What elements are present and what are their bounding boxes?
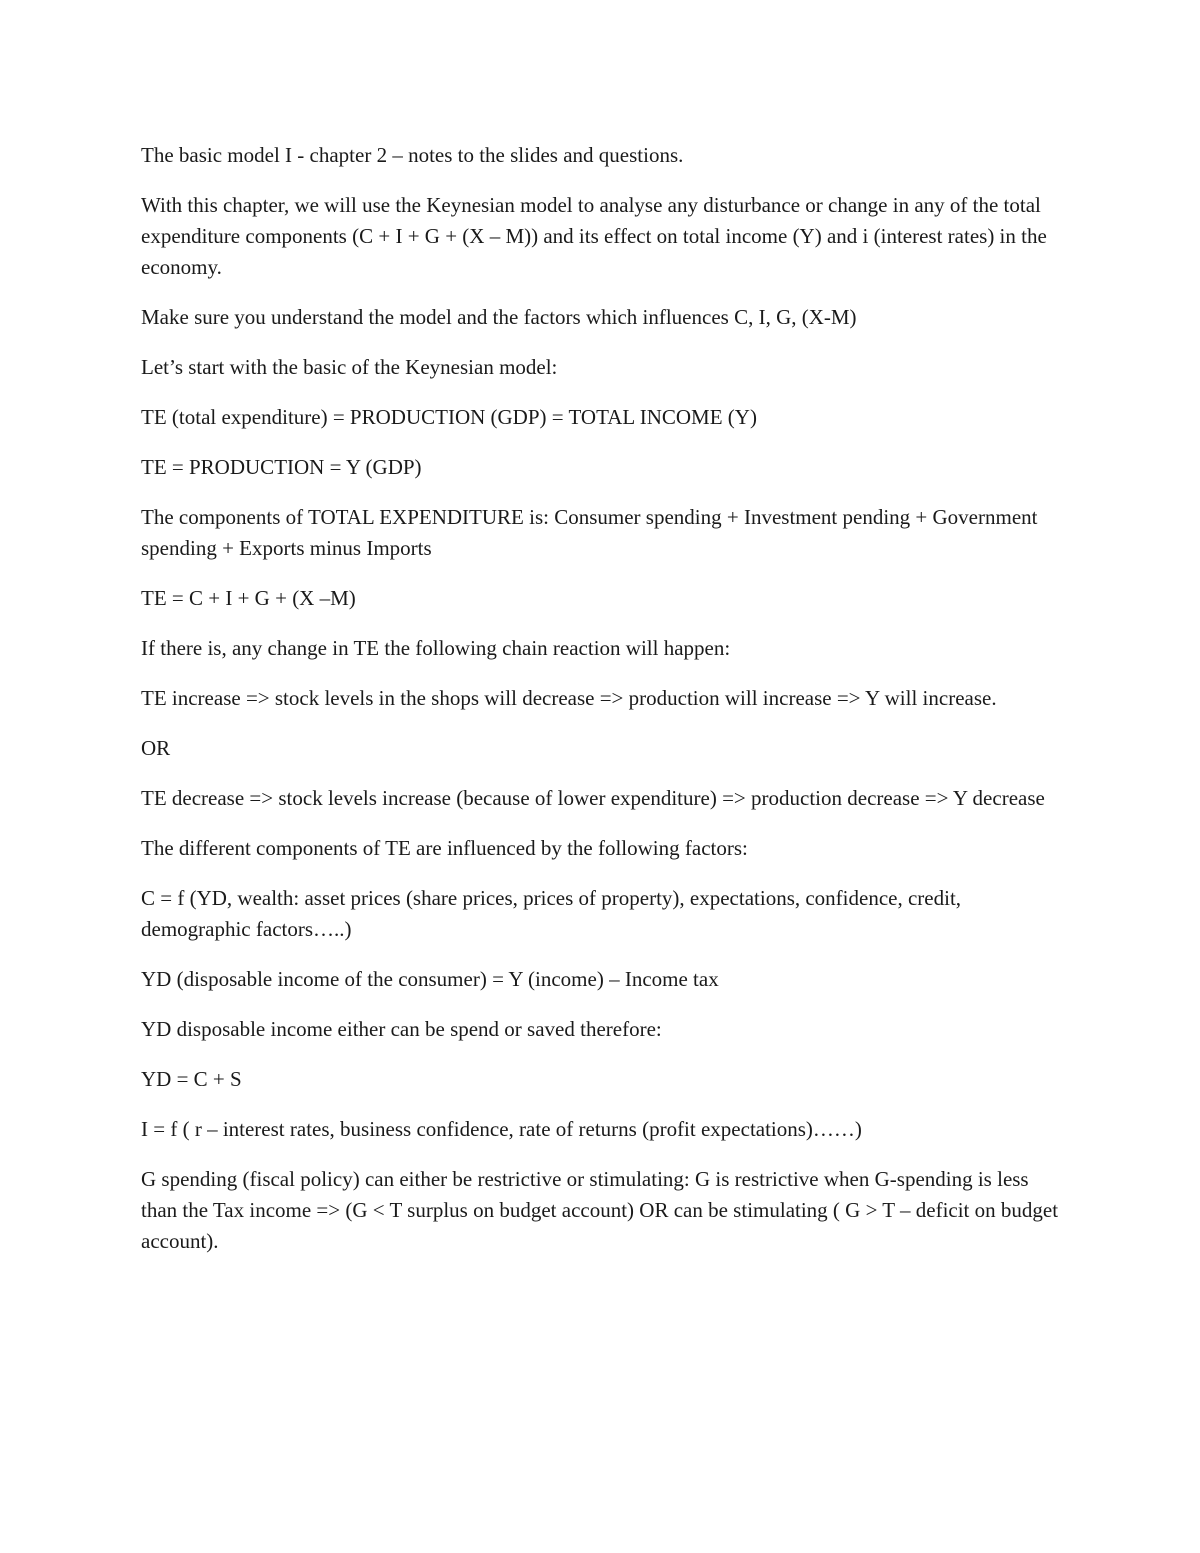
investment-function: I = f ( r – interest rates, business confidence, rate of returns (profit expectations)……) [141, 1117, 862, 1141]
consumption-function: C = f (YD, wealth: asset prices (share prices, prices of property), expectations, confidence, credit, demographic factors…..) [141, 886, 962, 941]
components-factors-intro: The different components of TE are influenced by the following factors: [141, 836, 748, 860]
yd-equation: YD = C + S [141, 1067, 242, 1091]
te-decrease-chain: TE decrease => stock levels increase (because of lower expenditure) => production decrease => Y decrease [141, 786, 1045, 810]
intro-paragraph: With this chapter, we will use the Keynesian model to analyse any disturbance or change in any of the total expenditure components (C + I + G + (X – M)) and its effect on total income (Y) and i (interest rates) in the economy. [141, 193, 1047, 279]
te-components-paragraph: The components of TOTAL EXPENDITURE is: Consumer spending + Investment pending + Government spending + Exports minus Imports [141, 505, 1038, 560]
te-components-equation: TE = C + I + G + (X –M) [141, 586, 356, 610]
disposable-income-definition: YD (disposable income of the consumer) = Y (income) – Income tax [141, 967, 719, 991]
lets-start-paragraph: Let’s start with the basic of the Keynesian model: [141, 355, 558, 379]
te-increase-chain: TE increase => stock levels in the shops will decrease => production will increase => Y will increase. [141, 686, 997, 710]
te-definition-equation: TE (total expenditure) = PRODUCTION (GDP) = TOTAL INCOME (Y) [141, 405, 757, 429]
document-body [141, 140, 1066, 1276]
disposable-income-usage: YD disposable income either can be spend or saved therefore: [141, 1017, 662, 1041]
chain-reaction-intro: If there is, any change in TE the following chain reaction will happen: [141, 636, 731, 660]
understand-model-paragraph: Make sure you understand the model and the factors which influences C, I, G, (X-M) [141, 305, 857, 329]
government-spending-paragraph: G spending (fiscal policy) can either be restrictive or stimulating: G is restrictive when G-spending is less than the Tax income => (G < T surplus on budget account) OR can be stimulating ( G > T – deficit on budget account). [141, 1167, 1059, 1253]
te-production-equation: TE = PRODUCTION = Y (GDP) [141, 455, 422, 479]
title-line: The basic model I - chapter 2 – notes to the slides and questions. [141, 143, 684, 167]
or-separator: OR [141, 736, 171, 760]
